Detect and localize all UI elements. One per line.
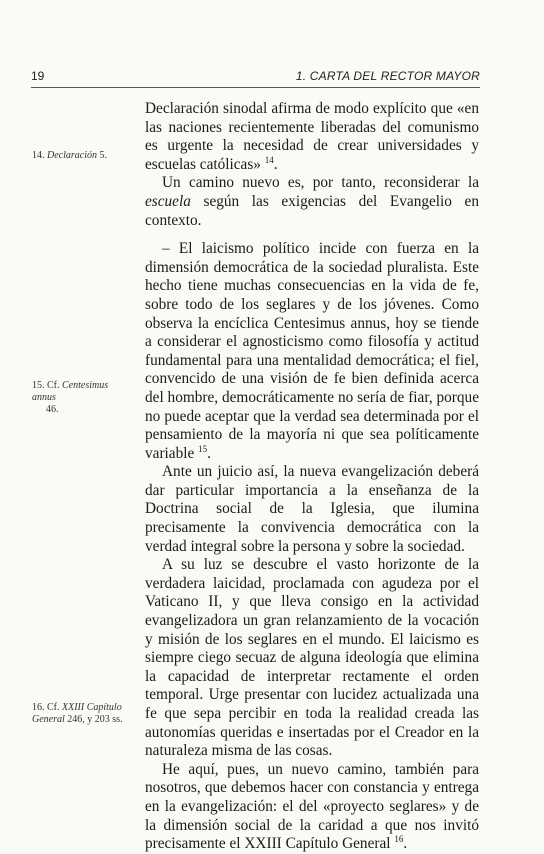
- paragraph-4-text: Ante un juicio así, la nueva evangelización deberá dar particular importancia a la enseñanza de la Doctrina social de la Iglesia, que ilumina precisamente la convivencia democrática con la verdad integral sobre la persona y sobre la sociedad.: [145, 463, 479, 555]
- footnote-14: [32, 150, 124, 162]
- footnote-16: [32, 702, 124, 726]
- footnote-15-ref: 46.: [46, 404, 59, 415]
- paragraph-5: [145, 556, 479, 761]
- footnote-15: [32, 380, 124, 416]
- body-text: [145, 100, 479, 854]
- footnote-15-title: Centesimus annus: [32, 380, 109, 403]
- note-ref-15: 15: [198, 443, 208, 454]
- note-ref-16: 16: [394, 834, 404, 845]
- header-rule: [31, 87, 480, 88]
- paragraph-4: [145, 463, 479, 556]
- footnote-16-title: XXIII Capítulo General: [32, 702, 122, 725]
- paragraph-1: Declaración sinodal afirma de modo explícito que «en las naciones recientemente liberadas del comunismo es urgente la necesidad de crear universidades y escuelas católicas» $^{14}$.: [145, 100, 479, 173]
- paragraph-2-text-c: según las exigencias del Evangelio en contexto.: [145, 192, 479, 229]
- page-number: 19: [31, 69, 45, 83]
- paragraph-2: [145, 174, 479, 230]
- footnote-14-title: Declaración: [47, 150, 97, 161]
- footnote-14-ref: 5.: [97, 150, 107, 161]
- footnote-16-ref: 246, y 203 ss.: [64, 714, 123, 725]
- paragraph-5-text: A su luz se descubre el vasto horizonte de la verdadera laicidad, proclamada con agudeza por el Vaticano II, y que lleva consigo en la actividad evangelizadora un gran relanzamiento de la vocación y misión de los seglares en el mundo. El laicismo es siempre ciego secuaz de alguna ideología que elimina la capacidad de interpretar rectamente el orden temporal. Urge presentar con lucidez actualizada una fe que sepa percibir en toda la realidad creada las autonomías queridas e insertadas por el Creador en la naturaleza misma de las cosas.: [145, 556, 479, 760]
- paragraph-2-emphasis: escuela: [145, 192, 191, 210]
- note-ref-14: 14: [264, 154, 274, 165]
- paragraph-3: – El laicismo político incide con fuerza en la dimensión democrática de la sociedad pluralista. Este hecho tiene muchas consecuencias en la vida de fe, sobre todo de los seglares y de los jóvenes. Como observa la encíclica Centesimus annus, hoy se tiende a considerar el agnosticismo como filosofía y actitud fundamental para una mentalidad democrática; el fiel, convencido de una visión de fe bien definida acerca del hombre, democráticamente no sería de fiar, porque no puede aceptar que la verdad sea determinada por el pensamiento de la mayoría ni que sea políticamente variable $^{15}$.: [145, 240, 479, 462]
- paragraph-6: He aquí, pues, un nuevo camino, también para nosotros, que debemos hacer con constancia y entrega en la evangelización: el del «proyecto seglares» y de la dimensión social de la caridad a que nos invitó precisamente el XXIII Capítulo General $^{16}$.: [145, 760, 479, 853]
- paragraph-3-text: – El laicismo político incide con fuerza en la dimensión democrática de la sociedad pluralista. Este hecho tiene muchas consecuencias en la vida de fe, sobre todo de los seglares y de los jóvenes. Como observa la encíclica Centesimus annus, hoy se tiende a considerar el agnosticismo como filosofía y actitud fundamental para una mentalidad democrática; el fiel, convencido de una visión de fe bien definida acerca del hombre, democráticamente no sería de fiar, porque no puede aceptar que la verdad sea determinada por el pensamiento de la mayoría ni que sea políticamente variable: [145, 240, 479, 462]
- paragraph-2-text-a: Un camino nuevo es, por tanto, reconsiderar la: [162, 174, 479, 192]
- paragraph-1-text: Declaración sinodal afirma de modo explícito que «en las naciones recientemente liberadas del comunismo es urgente la necesidad de crear universidades y escuelas católicas»: [145, 100, 479, 173]
- running-head: 1. CARTA DEL RECTOR MAYOR: [295, 69, 480, 83]
- paragraph-6-text: He aquí, pues, un nuevo camino, también para nosotros, que debemos hacer con constancia y entrega en la evangelización: el del «proyecto seglares» y de la dimensión social de la caridad a que nos invitó precisamente el XXIII Capítulo General: [145, 760, 479, 853]
- footnote-15-number: 15. Cf.: [32, 380, 60, 391]
- footnote-14-number: 14.: [32, 150, 45, 161]
- footnote-16-number: 16. Cf.: [32, 702, 60, 713]
- page-header: [31, 66, 480, 88]
